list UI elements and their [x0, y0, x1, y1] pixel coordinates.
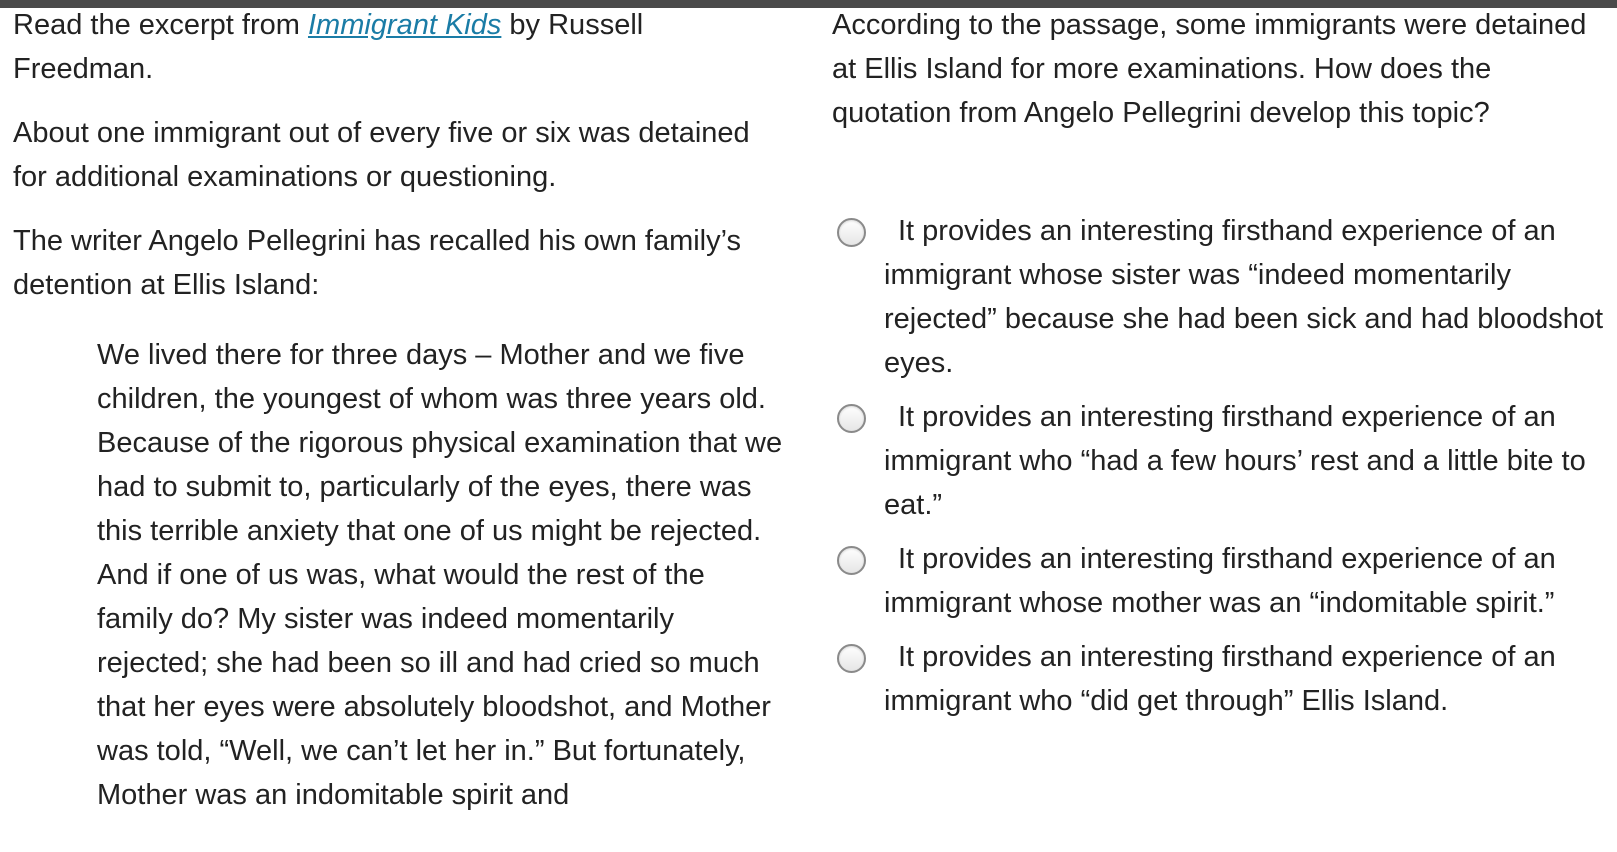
question-panel: [832, 3, 1612, 733]
passage-paragraph-1: About one immigrant out of every five or six was detained for additional examinations or questioning.: [13, 117, 750, 193]
passage-paragraph-2: The writer Angelo Pellegrini has recalled his own family’s detention at Ellis Island:: [13, 225, 742, 301]
passage-panel: [13, 3, 783, 817]
intro-suffix: by Russell Freedman.: [13, 9, 644, 85]
intro-prefix: Read the excerpt from: [13, 9, 308, 41]
radio-button-3[interactable]: [837, 546, 866, 575]
radio-button-2[interactable]: [837, 404, 866, 433]
radio-button-1[interactable]: [837, 218, 866, 247]
passage-intro: [13, 3, 783, 91]
answer-option-label: It provides an interesting firsthand experience of an immigrant whose sister was “indeed momentarily rejected” because she had been sick and had bloodshot eyes.: [884, 215, 1604, 379]
radio-button-4[interactable]: [837, 644, 866, 673]
answer-option-2[interactable]: [832, 395, 1612, 527]
answer-option-label: It provides an interesting firsthand experience of an immigrant who “did get through” Ellis Island.: [884, 641, 1556, 717]
question-text: According to the passage, some immigrants were detained at Ellis Island for more examinations. How does the quotation from Angelo Pellegrini develop this topic?: [832, 9, 1587, 129]
block-quote: We lived there for three days – Mother and we five children, the youngest of whom was three years old. Because of the rigorous physical examination that we had to submit to, particularly of the eyes, there was this terrible anxiety that one of us might be rejected. And if one of us was, what would the rest of the family do? My sister was indeed momentarily rejected; she had been so ill and had cried so much that her eyes were absolutely bloodshot, and Mother was told, “Well, we can’t let her in.” But fortunately, Mother was an indomitable spirit and: [97, 339, 783, 811]
book-title-link[interactable]: Immigrant Kids: [307, 9, 502, 41]
answer-option-label: It provides an interesting firsthand experience of an immigrant whose mother was an “indomitable spirit.”: [884, 543, 1556, 619]
answer-option-1[interactable]: [832, 209, 1612, 385]
answer-option-3[interactable]: [832, 537, 1612, 625]
answer-option-4[interactable]: [832, 635, 1612, 723]
answer-option-label: It provides an interesting firsthand experience of an immigrant who “had a few hours’ rest and a little bite to eat.”: [884, 401, 1586, 521]
